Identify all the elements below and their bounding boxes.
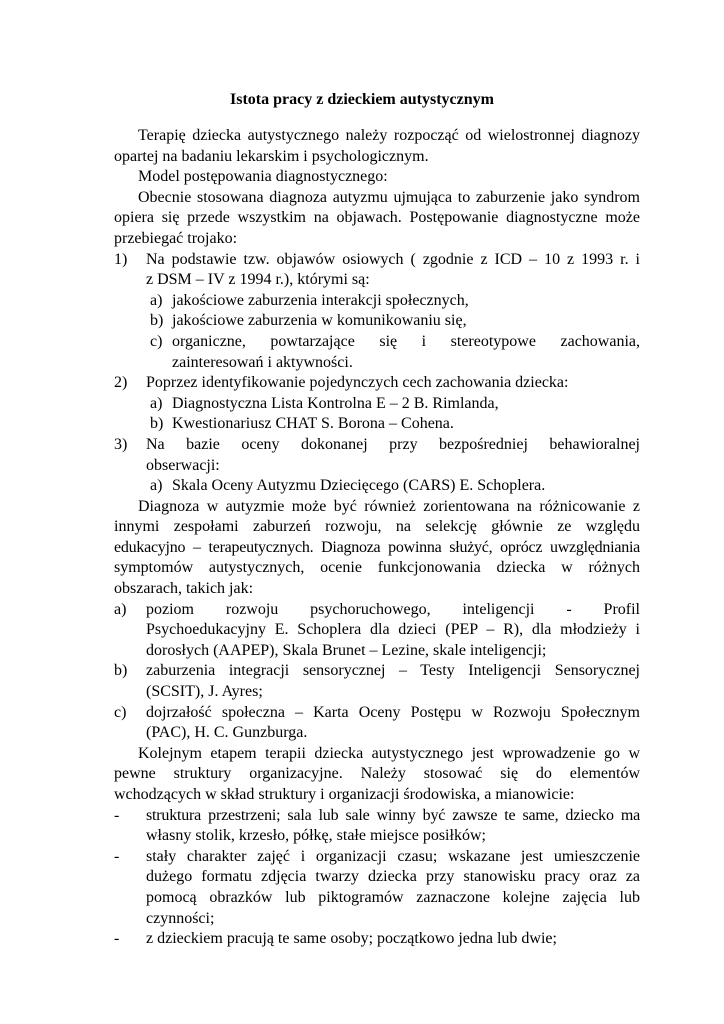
item-number: 1) (114, 250, 128, 268)
sub-item-mark: c) (150, 332, 163, 350)
item-line: z DSM – IV z 1994 r.), którymi są: (146, 271, 370, 289)
numbered-item (114, 250, 640, 291)
element-line: dużego formatu zdjęcia twarzy dziecka przy stanowisku pracy oraz za (146, 868, 640, 886)
area-line: Psychoedukacyjny E. Schoplera dla dzieci (PEP – R), dla młodzieży i (146, 621, 640, 639)
sub-item (114, 311, 640, 332)
area-line: (SCSIT), J. Ayres; (146, 683, 263, 701)
item-line: Poprzez identyfikowanie pojedynczych cech zachowania dziecka: (146, 374, 569, 392)
diag-line: opiera się przede wszystkim na objawach. Postępowanie diagnostyczne może (114, 209, 640, 227)
sub-item (114, 332, 640, 373)
element-line: pomocą obrazków lub piktogramów zaznaczone kolejne zajęcia lub (146, 888, 640, 906)
element-line: struktura przestrzeni; sala lub sale winny być zawsze te same, dziecko ma (146, 806, 640, 824)
area-item (114, 703, 640, 744)
area-item (114, 600, 640, 662)
element-line: czynności; (146, 909, 215, 927)
next-line: Kolejnym etapem terapii dziecka autystycznego jest wprowadzenie go w (138, 744, 640, 762)
sub-item-mark: a) (150, 477, 163, 495)
area-item (114, 661, 640, 702)
element-line: własny stolik, krzesło, półkę, stałe miejsce posiłków; (146, 827, 486, 845)
item-line: Na bazie oceny dokonanej przy bezpośredniej behawioralnej (146, 435, 640, 453)
diff-line: Diagnoza w autyzmie może być również zorientowana na różnicowanie z (138, 497, 640, 515)
next-line: wchodzących w skład struktury i organizacji środowiska, a mianowicie: (114, 786, 575, 803)
area-mark: a) (114, 600, 127, 618)
area-mark: c) (114, 703, 127, 721)
numbered-item (114, 435, 640, 476)
intro-line: opartej na badaniu lekarskim i psychologicznym. (114, 147, 429, 165)
item-line: obserwacji: (146, 456, 220, 474)
sub-item-mark: a) (150, 394, 163, 412)
area-line: zaburzenia integracji sensorycznej – Testy Inteligencji Sensorycznej (146, 662, 640, 680)
page-title: Istota pracy z dzieckiem autystycznym (230, 91, 494, 108)
dash-mark: - (114, 930, 120, 948)
element-item (114, 806, 640, 847)
item-number: 3) (114, 435, 128, 453)
diff-line: obszarach, takich jak: (114, 580, 254, 598)
sub-item-mark: b) (150, 312, 164, 330)
sub-item (114, 414, 640, 435)
diag-line: przebiegać trojako: (114, 229, 238, 247)
element-item (114, 929, 640, 950)
area-line: (PAC), H. C. Gunzburga. (146, 724, 308, 742)
next-line: pewne struktury organizacyjne. Należy stosować się do elementów (114, 765, 640, 783)
sub-item-line: Skala Oceny Autyzmu Dziecięcego (CARS) E. Schoplera. (172, 477, 546, 495)
diag-line: Obecnie stosowana diagnoza autyzmu ujmująca to zaburzenie jako syndrom (138, 188, 640, 206)
area-line: dorosłych (AAPEP), Skala Brunet – Lezine, skale inteligencji; (146, 641, 547, 659)
document-body (114, 126, 640, 950)
sub-item-mark: a) (150, 291, 163, 309)
sub-item-line: jakościowe zaburzenia interakcji społecznych, (172, 291, 469, 309)
sub-item-line: zainteresowań i aktywności. (172, 353, 353, 371)
area-line: poziom rozwoju psychoruchowego, inteligencji - Profil (146, 600, 640, 618)
element-item (114, 847, 640, 929)
item-line: Na podstawie tzw. objawów osiowych ( zgodnie z ICD – 10 z 1993 r. i (146, 250, 640, 268)
diff-line: innymi zespołami zaburzeń rozwoju, na selekcję głównie ze względu (114, 518, 640, 536)
sub-item-line: organiczne, powtarzające się i stereotypowe zachowania, (172, 332, 640, 350)
sub-item (114, 476, 640, 497)
sub-item-mark: b) (150, 415, 164, 433)
dash-mark: - (114, 806, 120, 824)
element-line: z dzieckiem pracują te same osoby; początkowo jedna lub dwie; (146, 930, 557, 948)
sub-item-line: Kwestionariusz CHAT S. Borona – Cohena. (172, 415, 454, 433)
sub-item-line: Diagnostyczna Lista Kontrolna E – 2 B. Rimlanda, (172, 394, 499, 412)
element-line: stały charakter zajęć i organizacji czasu; wskazane jest umieszczenie (146, 847, 640, 865)
intro-line: Terapię dziecka autystycznego należy rozpocząć od wielostronnej diagnozy (138, 127, 640, 144)
sub-item-line: jakościowe zaburzenia w komunikowaniu się, (172, 312, 467, 330)
dash-mark: - (114, 847, 120, 865)
area-mark: b) (114, 662, 128, 680)
sub-item (114, 394, 640, 415)
numbered-item (114, 373, 640, 394)
sub-item (114, 291, 640, 312)
diff-line: symptomów autystycznych, ocenie funkcjonowania dziecka w różnych (114, 559, 640, 577)
area-line: dojrzałość społeczna – Karta Oceny Postępu w Rozwoju Społecznym (146, 703, 640, 721)
item-number: 2) (114, 374, 128, 392)
diff-line: edukacyjno – terapeutycznych. Diagnoza powinna służyć, oprócz uwzględniania (114, 538, 640, 556)
model-heading: Model postępowania diagnostycznego: (138, 168, 388, 186)
